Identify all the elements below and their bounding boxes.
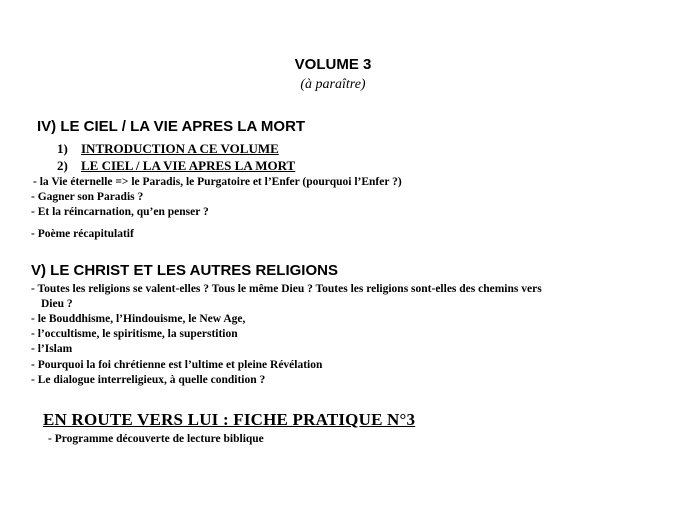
sub-item-number: 1) (57, 141, 68, 156)
section-4-line: - la Vie éternelle => le Paradis, le Purgatoire et l’Enfer (pourquoi l’Enfer ?) (33, 176, 402, 188)
volume-subtitle: (à paraître) (300, 77, 366, 92)
section-5-line: - Toutes les religions se valent-elles ? Tous le même Dieu ? Toutes les religions sont-elles des chemins vers (31, 283, 542, 295)
sub-item-number: 2) (57, 158, 68, 173)
section-4-line: - Gagner son Paradis ? (31, 191, 144, 203)
section-5-line: - l’Islam (31, 343, 73, 355)
section-4-sub-item (57, 141, 279, 157)
section-5-line: - Le dialogue interreligieux, à quelle condition ? (31, 374, 266, 386)
section-5-line-continuation: Dieu ? (41, 298, 73, 310)
fiche-pratique-heading: EN ROUTE VERS LUI : FICHE PRATIQUE N°3 (43, 410, 416, 429)
section-4-heading: IV) LE CIEL / LA VIE APRES LA MORT (37, 118, 306, 135)
sub-item-text: LE CIEL / LA VIE APRES LA MORT (81, 158, 296, 173)
section-5-heading: V) LE CHRIST ET LES AUTRES RELIGIONS (31, 262, 338, 279)
section-4-sub-item (57, 158, 295, 174)
sub-item-text: INTRODUCTION A CE VOLUME (81, 141, 279, 156)
section-5-line: - Pourquoi la foi chrétienne est l’ultime et pleine Révélation (31, 359, 323, 371)
section-4-line: - Poème récapitulatif (31, 228, 134, 240)
fiche-line: - Programme découverte de lecture biblique (48, 433, 264, 445)
section-5-line: - le Bouddhisme, l’Hindouisme, le New Age, (31, 313, 246, 325)
volume-title: VOLUME 3 (294, 56, 372, 73)
section-4-line: - Et la réincarnation, qu’en penser ? (31, 206, 209, 218)
section-5-line: - l’occultisme, le spiritisme, la superstition (31, 328, 238, 340)
